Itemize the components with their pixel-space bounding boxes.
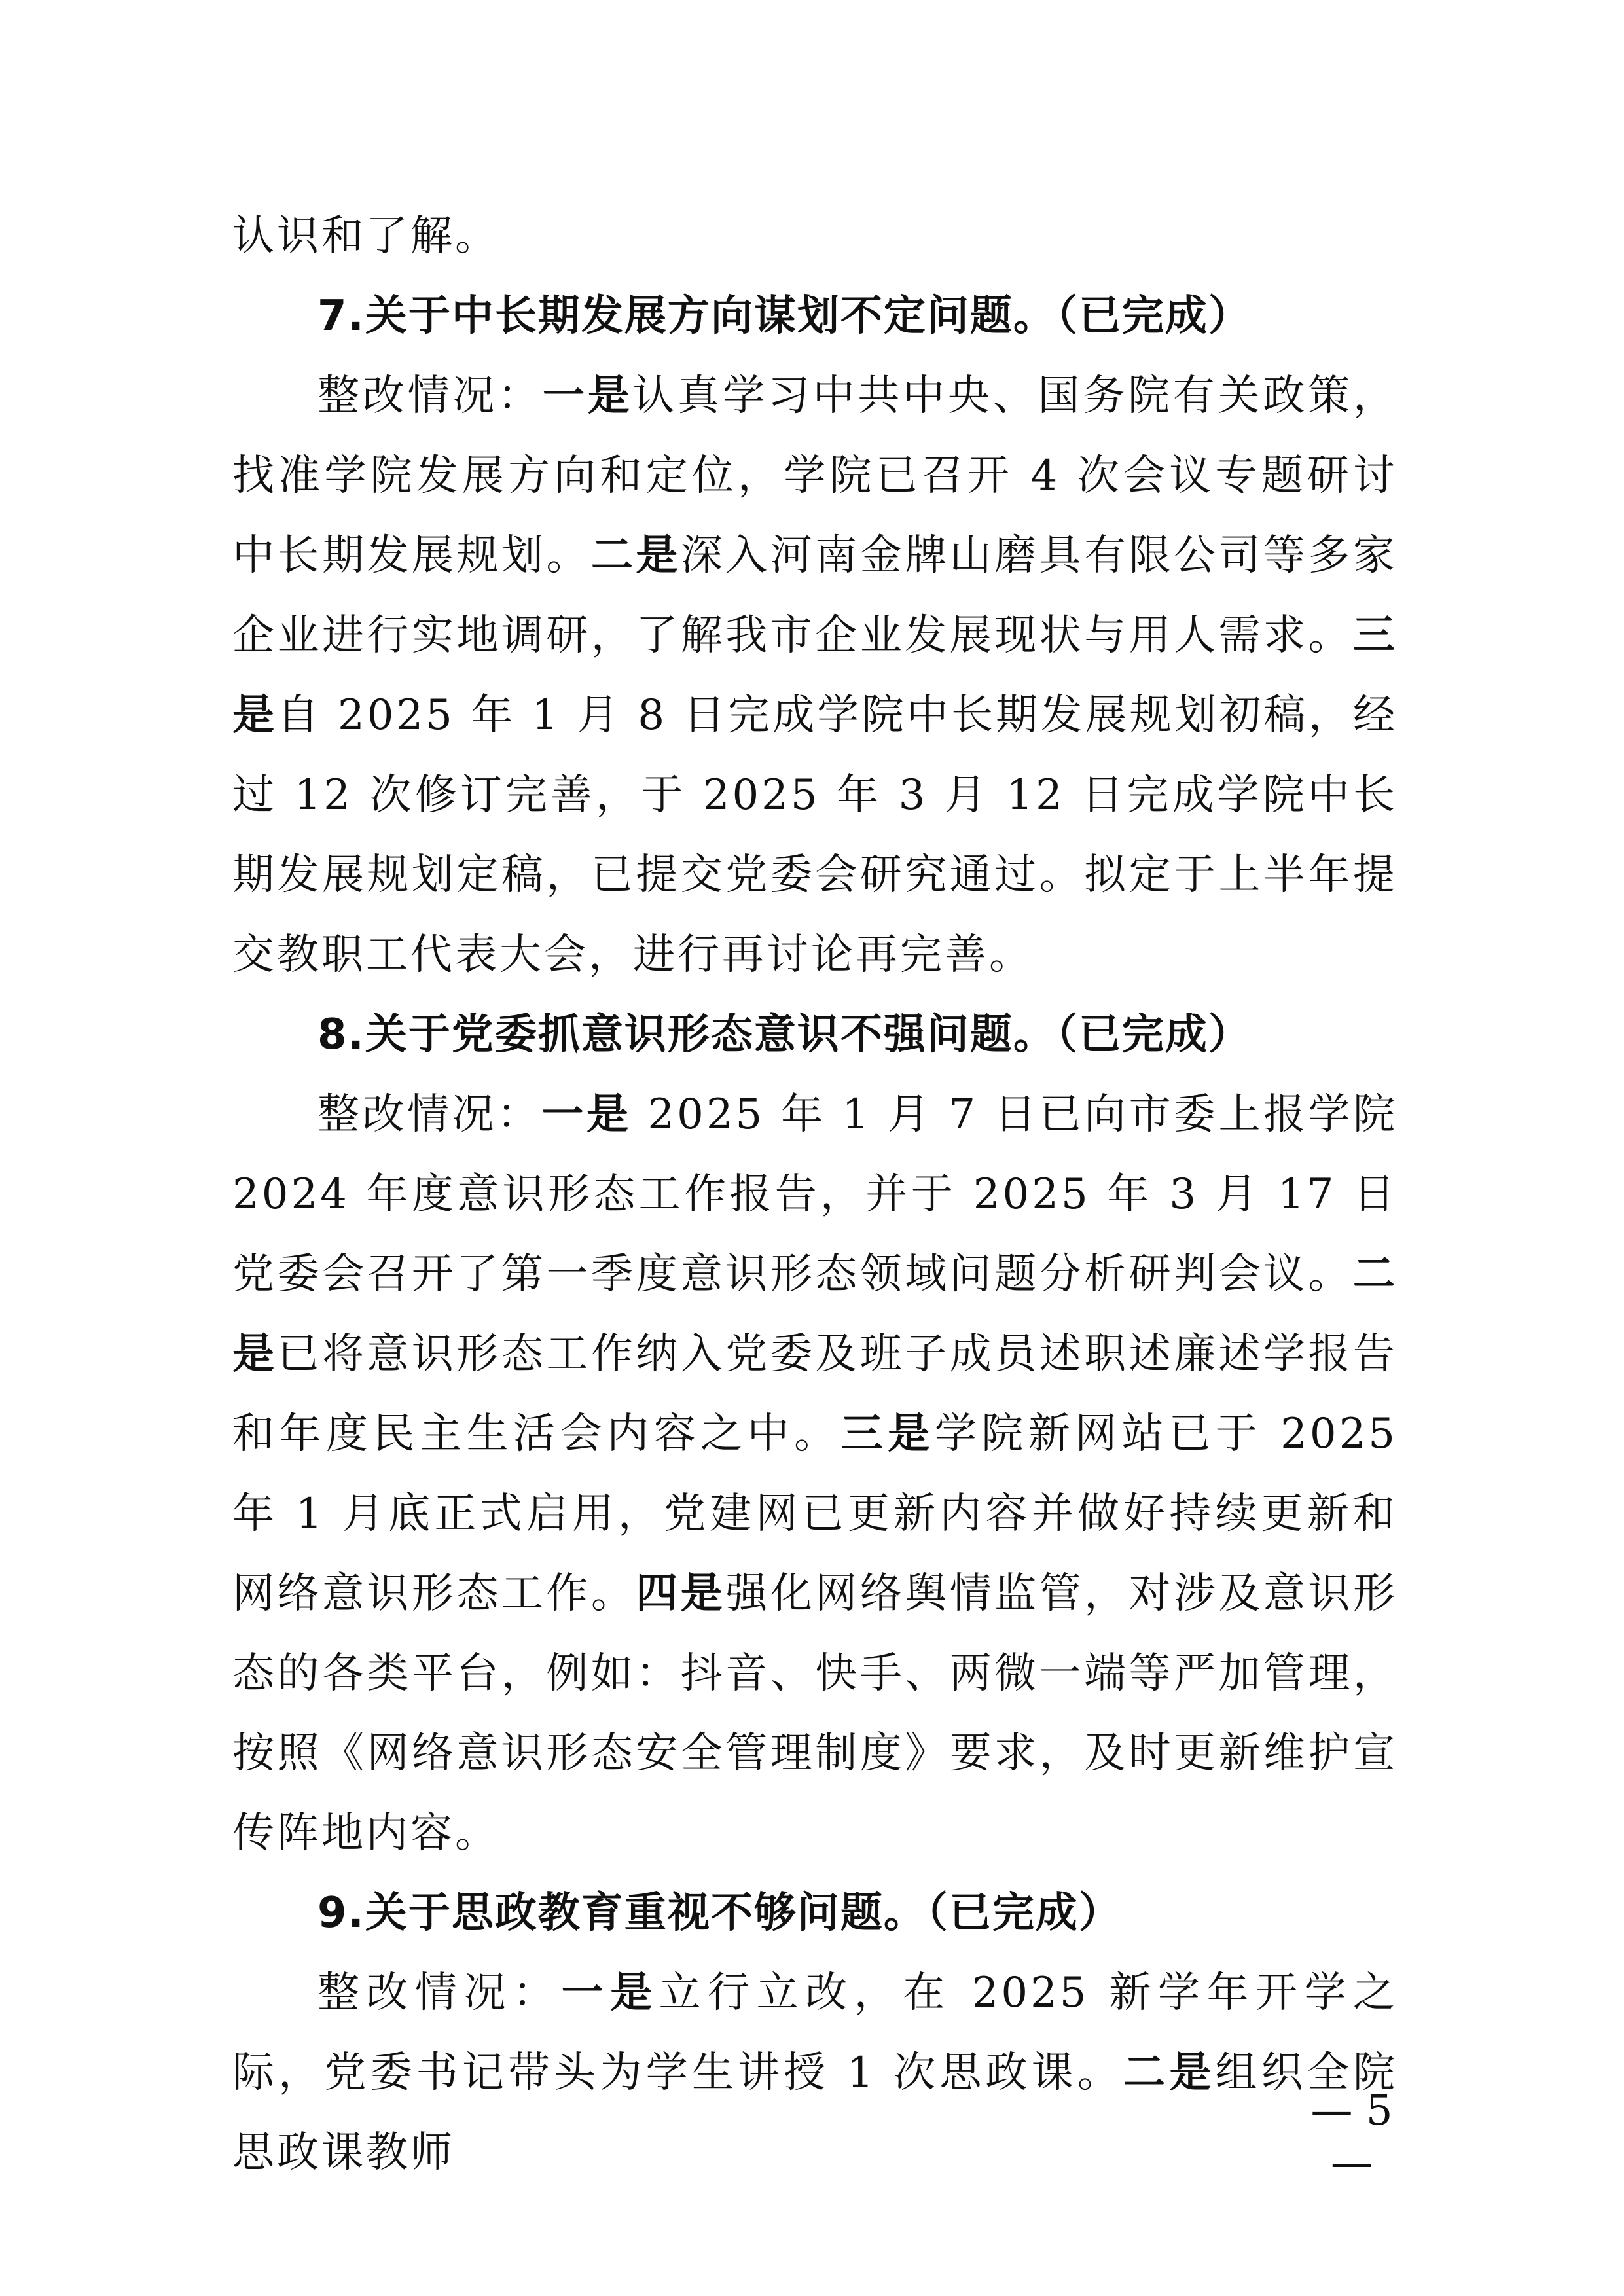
bold-marker: 二是 bbox=[232, 1250, 1398, 1378]
text-span: 整改情况： bbox=[317, 372, 543, 420]
bold-marker: 一是 bbox=[541, 1090, 632, 1139]
section-heading-8 bbox=[232, 995, 1398, 1075]
section-heading-7 bbox=[232, 276, 1398, 356]
text-span: 整改情况： bbox=[317, 1090, 542, 1139]
text-span: 深入河南金牌山磨具有限公司等多家企业进行实地调研，了解我市企业发展现状与用人需求。 bbox=[232, 531, 1398, 660]
paragraph-rectification-8 bbox=[232, 1075, 1398, 1873]
paragraph-continuation bbox=[232, 196, 1398, 276]
section-heading-9 bbox=[232, 1873, 1398, 1953]
text-span: 立行立改，在 2025 新学年开学之际，党委书记带头为学生讲授 1 次思政课。 bbox=[232, 1969, 1398, 2097]
bold-marker: 一是 bbox=[561, 1969, 659, 2017]
heading-text: 8.关于党委抓意识形态意识不强问题。（已完成） bbox=[317, 1011, 1252, 1059]
text-span: 认真学习中共中央、国务院有关政策，找准学院发展方向和定位，学院已召开 4 次会议专题研讨中长期发展规划。 bbox=[232, 372, 1398, 580]
text-span: 整改情况： bbox=[317, 1969, 562, 2017]
page-number: — 5 — bbox=[1310, 2087, 1393, 2187]
paragraph-rectification-7 bbox=[232, 356, 1398, 995]
text-span: 学院新网站已于 2025 年 1 月底正式启用，党建网已更新内容并做好持续更新和网络意识形态工作。 bbox=[232, 1410, 1398, 1618]
bold-marker: 三是 bbox=[840, 1410, 935, 1458]
bold-marker: 一是 bbox=[542, 372, 633, 420]
text-span: 已将意识形态工作纳入党委及班子成员述职述廉述学报告和年度民主生活会内容之中。 bbox=[232, 1330, 1398, 1458]
bold-marker: 二是 bbox=[590, 531, 681, 580]
document-body bbox=[232, 196, 1398, 2193]
bold-marker: 三是 bbox=[232, 611, 1398, 740]
text-span: 自 2025 年 1 月 8 日完成学院中长期发展规划初稿，经过 12 次修订完善，于 2025 年 3 月 12 日完成学院中长期发展规划定稿，已提交党委会研究通过。拟定于上半年提交教职工代表大会，进行再讨论再完善。 bbox=[232, 691, 1398, 979]
bold-marker: 四是 bbox=[636, 1570, 726, 1618]
text-span: 强化网络舆情监管，对涉及意识形态的各类平台，例如：抖音、快手、两微一端等严加管理，按照《网络意识形态安全管理制度》要求，及时更新维护宣传阵地内容。 bbox=[232, 1570, 1398, 1857]
heading-text: 7.关于中长期发展方向谋划不定问题。（已完成） bbox=[317, 292, 1252, 340]
bold-marker: 二是 bbox=[1123, 2049, 1216, 2097]
text-span: 组织全院思政课教师 bbox=[232, 2049, 1398, 2177]
paragraph-rectification-9 bbox=[232, 1953, 1398, 2193]
heading-text: 9.关于思政教育重视不够问题。（已完成） bbox=[317, 1889, 1122, 1937]
text-span: 认识和了解。 bbox=[232, 212, 499, 260]
text-span: 2025 年 1 月 7 日已向市委上报学院 2024 年度意识形态工作报告，并于 2025 年 3 月 17 日党委会召开了第一季度意识形态领域问题分析研判会议。 bbox=[232, 1090, 1398, 1299]
